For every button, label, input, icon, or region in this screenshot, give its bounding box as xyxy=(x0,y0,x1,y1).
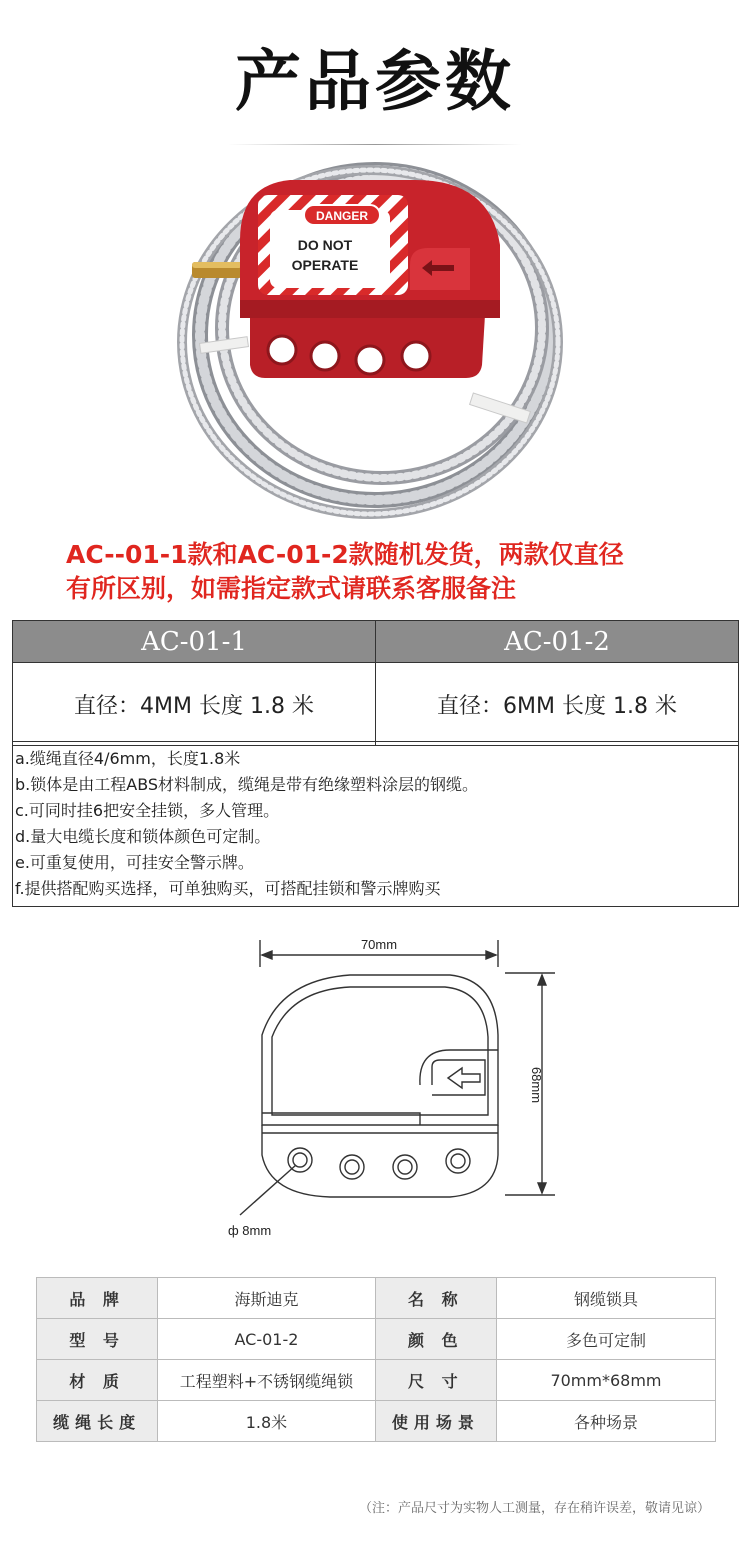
notice-line-2: 有所区别，如需指定款式请联系客服备注 xyxy=(66,574,517,603)
tag-line2: OPERATE xyxy=(291,257,359,273)
spec-value: 70mm*68mm xyxy=(496,1360,715,1401)
notice-line-1: AC--01-1款和AC-01-2款随机发货，两款仅直径 xyxy=(66,540,624,569)
model-compare-table xyxy=(12,620,739,746)
product-photo xyxy=(170,150,590,520)
footer-note: （注：产品尺寸为实物人工测量，存在稍许误差，敬请见谅） xyxy=(358,1501,710,1516)
spec-value: 工程塑料+不锈钢缆绳锁 xyxy=(158,1360,376,1401)
danger-label: DANGER xyxy=(315,209,369,223)
spec-key: 型 号 xyxy=(37,1319,158,1360)
model-header-1: AC-01-1 xyxy=(13,621,376,663)
lock-body xyxy=(240,180,500,378)
title-divider xyxy=(228,144,522,145)
spec-value: 各种场景 xyxy=(496,1401,715,1442)
feature-item: a.缆绳直径4/6mm，长度1.8米 xyxy=(15,749,241,768)
dimension-drawing xyxy=(200,925,580,1245)
feature-item: d.量大电缆长度和锁体颜色可定制。 xyxy=(15,827,271,846)
height-label: 68mm xyxy=(529,1066,544,1104)
spec-value: 1.8米 xyxy=(158,1401,376,1442)
table-row xyxy=(37,1278,716,1319)
spec-key: 缆绳长度 xyxy=(37,1401,158,1442)
feature-item: c.可同时挂6把安全挂锁，多人管理。 xyxy=(15,801,280,820)
table-row xyxy=(37,1319,716,1360)
feature-item: b.锁体是由工程ABS材料制成，缆绳是带有绝缘塑料涂层的钢缆。 xyxy=(15,775,479,794)
table-row xyxy=(37,1360,716,1401)
spec-key: 品 牌 xyxy=(37,1278,158,1319)
spec-key: 颜 色 xyxy=(375,1319,496,1360)
model-spec-2: 直径：6MM 长度 1.8 米 xyxy=(376,663,739,746)
feature-list xyxy=(12,741,739,907)
hole-label: ф 8mm xyxy=(228,1223,272,1238)
table-row xyxy=(37,1401,716,1442)
width-label: 70mm xyxy=(360,937,398,952)
spec-table xyxy=(36,1277,716,1442)
spec-key: 尺 寸 xyxy=(375,1360,496,1401)
model-spec-1: 直径：4MM 长度 1.8 米 xyxy=(13,663,376,746)
spec-value: AC-01-2 xyxy=(158,1319,376,1360)
spec-value: 多色可定制 xyxy=(496,1319,715,1360)
tag-line1: DO NOT xyxy=(297,237,353,253)
spec-key: 使用场景 xyxy=(375,1401,496,1442)
spec-key: 名 称 xyxy=(375,1278,496,1319)
feature-item: f.提供搭配购买选择，可单独购买，可搭配挂锁和警示牌购买 xyxy=(15,879,441,898)
spec-value: 钢缆锁具 xyxy=(496,1278,715,1319)
page-title: 产品参数 xyxy=(235,43,515,120)
spec-key: 材 质 xyxy=(37,1360,158,1401)
spec-value: 海斯迪克 xyxy=(158,1278,376,1319)
model-header-2: AC-01-2 xyxy=(376,621,739,663)
feature-item: e.可重复使用，可挂安全警示牌。 xyxy=(15,853,254,872)
shipping-notice xyxy=(66,538,746,606)
